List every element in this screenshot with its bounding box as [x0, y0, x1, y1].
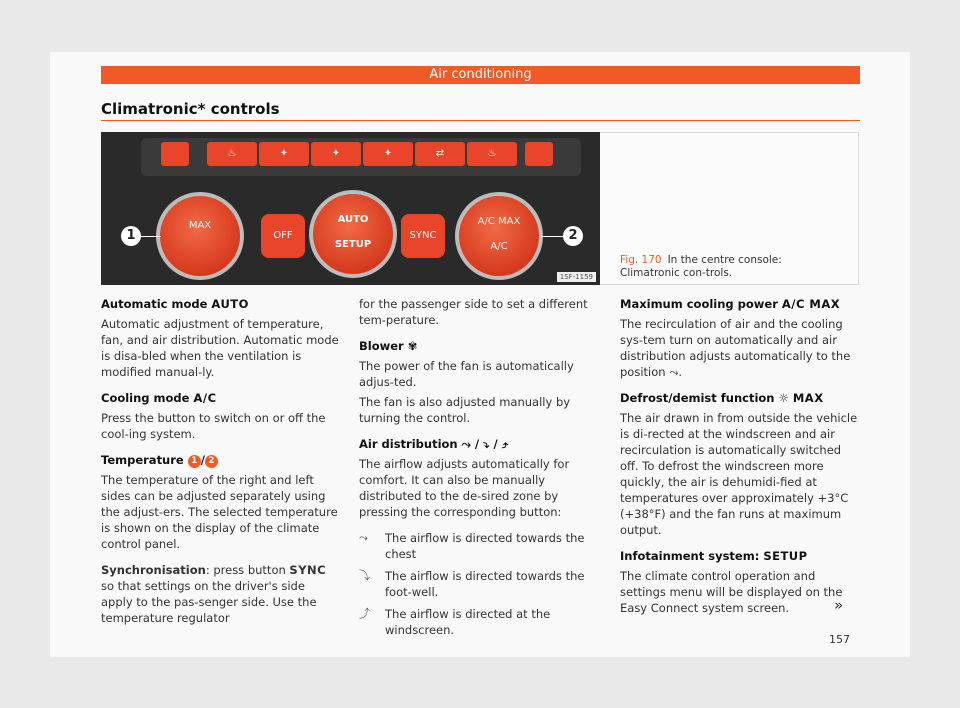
sync-button: SYNC [401, 214, 445, 258]
defrost-icon: ☼ [778, 391, 789, 405]
knob-label: MAX [188, 220, 212, 231]
airflow-chest-icon: ⤳ [669, 365, 679, 379]
callout-ref-1: 1 [188, 455, 201, 468]
knob-label: SETUP [334, 239, 372, 250]
callout-1: 1 [121, 226, 141, 246]
ac-max-symbol: A/C MAX [781, 297, 841, 311]
airflow-button: ✦ [259, 142, 309, 166]
max-symbol: MAX [792, 391, 824, 405]
airflow-chest-icon: ⤳ [359, 531, 368, 544]
temperature-text: The temperature of the right and left sides can be adjusted separately using the adjust-ers. The selected temperature is shown on the display of the climate control panel. [101, 473, 338, 551]
ac-symbol: A/C [193, 391, 217, 405]
auto-symbol: AUTO [211, 297, 249, 311]
blower-heading: Blower ✾ [359, 339, 418, 353]
list-item: ⤵ The airflow is directed towards the foot-well. [359, 569, 585, 599]
caption-text: In the centre console: Climatronic con-trols. [620, 254, 782, 279]
recirculation-button: ⇄ [415, 142, 465, 166]
left-temperature-knob [156, 192, 244, 280]
top-button [525, 142, 553, 166]
seat-heat-button: ♨ [467, 142, 517, 166]
climatronic-figure [101, 132, 600, 285]
figure-code: 1SF-1159 [557, 272, 596, 282]
cooling-heading: Cooling mode A/C [101, 391, 217, 405]
chapter-header: Air conditioning [101, 66, 860, 84]
airflow-list [359, 530, 597, 638]
auto-heading: Automatic mode AUTO [101, 297, 249, 311]
figure-caption [620, 254, 840, 280]
infotainment-text: The climate control operation and settings menu will be displayed on the Easy Connect system screen. [620, 569, 843, 615]
cooling-text: Press the button to switch on or off the cool-ing system. [101, 411, 326, 441]
airflow-windscreen-icon: ⤴ [501, 437, 509, 451]
blower-text: The power of the fan is automatically adjus-ted. [359, 359, 574, 389]
title-divider [101, 120, 860, 121]
max-cooling-heading: Maximum cooling power A/C MAX [620, 297, 841, 311]
blower-text: The fan is also adjusted manually by turning the control. [359, 395, 571, 425]
temperature-heading: Temperature 1 / 2 [101, 452, 339, 468]
continue-arrow-icon: » [834, 596, 844, 614]
list-item: ⤴ The airflow is directed at the windscreen. [359, 607, 551, 637]
setup-symbol: SETUP [763, 549, 808, 563]
fan-icon: ✾ [407, 339, 418, 353]
seat-heat-button: ♨ [207, 142, 257, 166]
airflow-feet-icon: ⤵ [483, 437, 490, 451]
max-cooling-text: The recirculation of air and the cooling sys-tem turn on automatically and air distribution adjusts automatically to the position ⤳. [620, 317, 851, 379]
figure-number: Fig. 170 [620, 254, 662, 266]
list-item: ⤳ The airflow is directed towards the chest [359, 531, 585, 561]
airflow-button: ✦ [311, 142, 361, 166]
sync-continued-text: for the passenger side to set a different tem-perature. [359, 297, 588, 327]
knob-label: A/C MAX [477, 216, 521, 227]
sync-paragraph: Synchronisation: press button SYNC so that settings on the driver's side apply to the pas-senger side. Use the temperature regulator [101, 563, 327, 625]
airflow-feet-icon: ⤵ [359, 569, 370, 582]
page-number: 157 [829, 633, 850, 646]
callout-line [139, 236, 161, 237]
callout-2: 2 [563, 226, 583, 246]
sync-symbol: SYNC [289, 563, 327, 577]
center-control-knob [309, 190, 397, 278]
callout-line [541, 236, 563, 237]
defrost-heading: Defrost/demist function ☼ MAX [620, 391, 824, 405]
text-column-2 [359, 296, 597, 648]
section-title: Climatronic* controls [101, 100, 280, 118]
knob-label: A/C [490, 241, 508, 252]
right-temperature-knob [455, 192, 543, 280]
callout-ref-2: 2 [205, 455, 218, 468]
airflow-button: ✦ [363, 142, 413, 166]
text-column-1 [101, 296, 339, 636]
knob-label: AUTO [337, 214, 369, 225]
airflow-chest-icon: ⤳ [461, 437, 471, 451]
air-distribution-heading: Air distribution ⤳ / ⤵ / ⤴ [359, 437, 509, 451]
off-button: OFF [261, 214, 305, 258]
defrost-text: The air drawn in from outside the vehicle is di-rected at the windscreen and air recirculation is automatically switched off. To defrost the windscreen more quickly, the air is dehumidi-fied at temperatures over approximately +3°C (+38°F) and the fan runs at maximum output. [620, 411, 858, 537]
top-button [161, 142, 189, 166]
text-column-3 [620, 296, 858, 626]
air-distribution-text: The airflow adjusts automatically for comfort. It can also be manually distributed to the de-sired zone by pressing the corresponding button: [359, 457, 570, 519]
infotainment-heading: Infotainment system: SETUP [620, 549, 808, 563]
auto-text: Automatic adjustment of temperature, fan, and air distribution. Automatic mode is disa-bled when the ventilation is modified manual-ly. [101, 317, 339, 379]
airflow-windscreen-icon: ⤴ [359, 607, 370, 620]
